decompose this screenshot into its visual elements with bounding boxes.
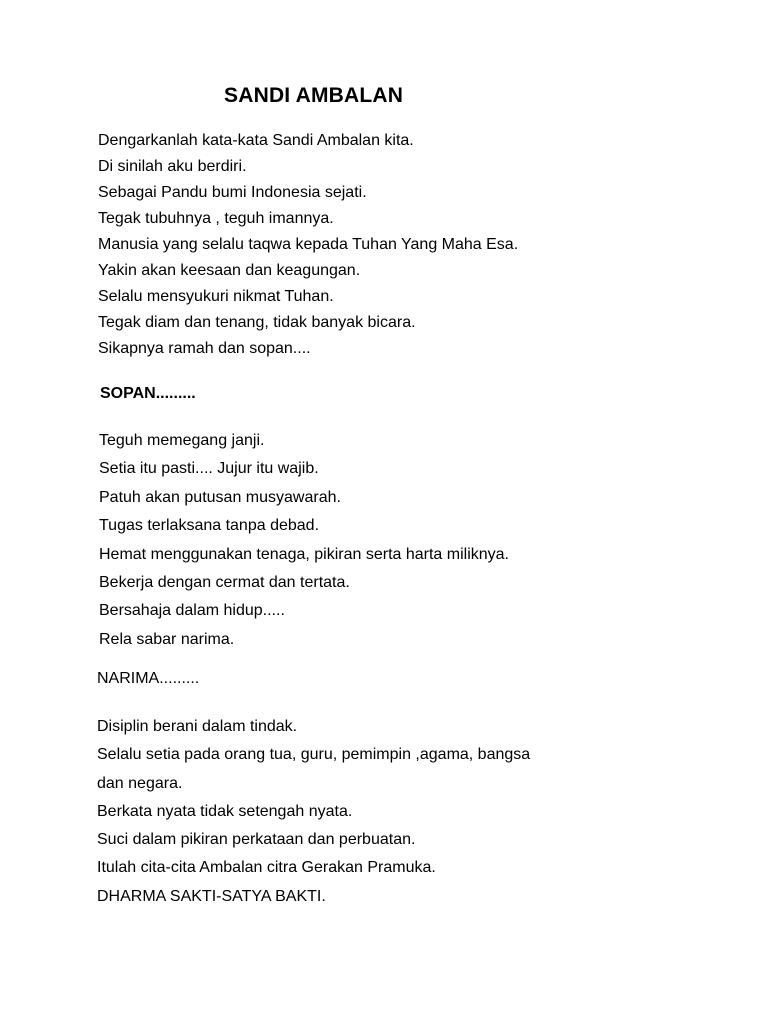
stanza-1 (98, 128, 518, 362)
text-line: Suci dalam pikiran perkataan dan perbuatan. (97, 831, 416, 849)
text-line: Tegak diam dan tenang, tidak banyak bicara. (98, 314, 416, 331)
text-line: Yakin akan keesaan dan keagungan. (98, 262, 361, 279)
stanza-3 (97, 713, 530, 911)
text-line: Berkata nyata tidak setengah nyata. (97, 802, 353, 820)
stanza-2 (99, 427, 509, 654)
text-line: Manusia yang selalu taqwa kepada Tuhan Yang Maha Esa. (98, 236, 519, 253)
text-line: Tegak tubuhnya , teguh imannya. (98, 210, 334, 227)
text-line: Selalu setia pada orang tua, guru, pemimpin ,agama, bangsa (97, 746, 531, 764)
text-line: Patuh akan putusan musyawarah. (99, 488, 341, 506)
text-line: Bekerja dengan cermat dan tertata. (99, 573, 350, 591)
text-line: Sikapnya ramah dan sopan.... (98, 340, 311, 357)
text-line: Teguh memegang janji. (99, 432, 265, 449)
text-line: Disiplin berani dalam tindak. (97, 718, 298, 735)
text-line: Bersahaja dalam hidup..... (99, 602, 285, 620)
text-line: Sebagai Pandu bumi Indonesia sejati. (98, 184, 367, 201)
text-line: Tugas terlaksana tanpa debad. (99, 517, 320, 535)
text-line: dan negara. (97, 774, 183, 792)
text-line: Selalu mensyukuri nikmat Tuhan. (98, 288, 334, 305)
text-line: Dengarkanlah kata-kata Sandi Ambalan kita. (98, 132, 414, 149)
text-line: Itulah cita-cita Ambalan citra Gerakan Pramuka. (97, 859, 436, 877)
text-line: Setia itu pasti.... Jujur itu wajib. (99, 460, 319, 478)
document-title: SANDI AMBALAN (224, 84, 404, 107)
text-line: Di sinilah aku berdiri. (98, 158, 247, 175)
text-line: DHARMA SAKTI-SATYA BAKTI. (97, 887, 326, 905)
section-heading-sopan: SOPAN......... (100, 385, 196, 402)
text-line: Hemat menggunakan tenaga, pikiran serta harta miliknya. (99, 545, 509, 563)
section-heading-narima: NARIMA......... (97, 670, 200, 687)
text-line: Rela sabar narima. (99, 630, 235, 648)
